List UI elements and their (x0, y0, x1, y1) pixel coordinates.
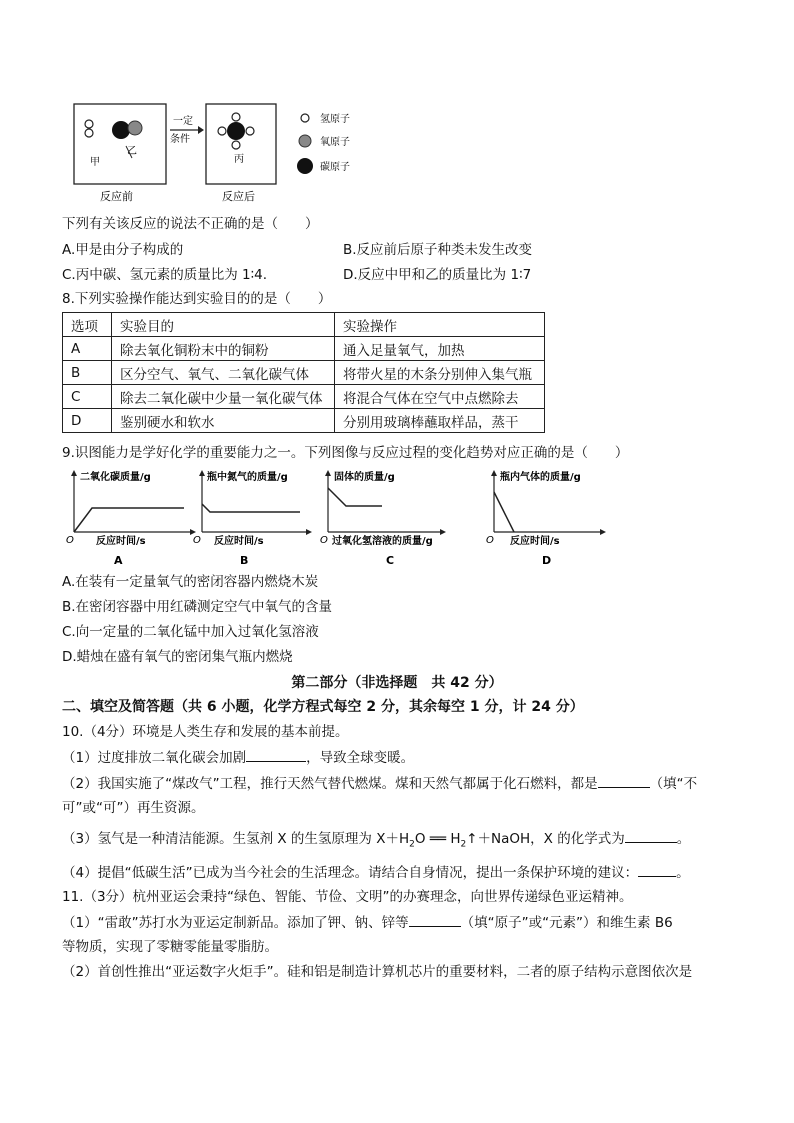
q7-option-c: C.丙中碳、氢元素的质量比为 1∶4. (62, 267, 267, 283)
table-row (63, 385, 545, 409)
answer-blank[interactable] (598, 773, 650, 788)
table-row (63, 337, 545, 361)
header-option: 选项 (63, 313, 112, 337)
graph-d-ylabel: 瓶内气体的质量/g (500, 472, 581, 483)
cell-option: A (63, 337, 112, 361)
q9-stem: 9.识图能力是学好化学的重要能力之一。下列图像与反应过程的变化趋势对应正确的是（ ） (62, 445, 629, 461)
section-heading: 二、填空及简答题（共 6 小题，化学方程式每空 2 分，其余每空 1 分，计 24 分） (62, 699, 584, 715)
cell-operation: 将带火星的木条分别伸入集气瓶 (335, 361, 545, 385)
header-operation: 实验操作 (335, 313, 545, 337)
legend-carbon: 碳原子 (320, 162, 350, 173)
graph-c-origin: O (320, 535, 328, 546)
q11-sub1-cont: 等物质，实现了零糖零能量零脂肪。 (62, 939, 278, 955)
cell-operation: 分别用玻璃棒蘸取样品，蒸干 (335, 409, 545, 433)
carbon-legend-icon (297, 158, 313, 174)
q11-stem: 11.（3分）杭州亚运会秉持“绿色、智能、节俭、文明”的办赛理念，向世界传递绿色亚运精神。 (62, 889, 633, 905)
cell-purpose: 鉴别硬水和软水 (112, 409, 335, 433)
graph-d-tag: D (542, 554, 552, 567)
label-after: 反应后 (222, 190, 255, 203)
graph-c-curve (328, 488, 382, 506)
q10-sub1: （1）过度排放二氧化碳会加剧 ，导致全球变暖。 (62, 747, 414, 768)
graph-b-xlabel: 反应时间/s (214, 536, 264, 547)
cell-option: C (63, 385, 112, 409)
header-purpose: 实验目的 (112, 313, 335, 337)
label-jia: 甲 (90, 157, 100, 168)
legend-oxygen: 氧原子 (320, 137, 350, 148)
graph-d-origin: O (486, 535, 494, 546)
table-header-row (63, 313, 545, 337)
q9-option-d: D.蜡烛在盛有氧气的密闭集气瓶内燃烧 (62, 649, 293, 665)
q11-sub1: （1）“雷敢”苏打水为亚运定制新品。添加了钾、钠、锌等 （填“原子”或“元素”）和维生素 B6 (62, 912, 673, 933)
q7-option-b: B.反应前后原子种类未发生改变 (343, 242, 533, 258)
legend-hydrogen: 氢原子 (320, 114, 350, 125)
q7-stem: 下列有关该反应的说法不正确的是（ ） (62, 216, 319, 232)
graph-a-xlabel: 反应时间/s (96, 536, 146, 547)
oxygen-legend-icon (299, 135, 311, 147)
q7-option-d: D.反应中甲和乙的质量比为 1∶7 (343, 267, 532, 283)
q9-option-a: A.在装有一定量氧气的密闭容器内燃烧木炭 (62, 574, 319, 590)
part2-title: 第二部分（非选择题 共 42 分） (291, 675, 503, 691)
graph-d (486, 470, 606, 567)
table-row (63, 409, 545, 433)
label-yi: 乙 (127, 146, 137, 157)
graph-b (193, 470, 312, 567)
graph-a-origin: O (66, 535, 74, 546)
answer-blank[interactable] (638, 862, 676, 877)
cell-purpose: 除去氧化铜粉末中的铜粉 (112, 337, 335, 361)
label-before: 反应前 (100, 190, 133, 203)
graph-b-origin: O (193, 535, 201, 546)
cell-option: D (63, 409, 112, 433)
cell-purpose: 区分空气、氧气、二氧化碳气体 (112, 361, 335, 385)
cell-option: B (63, 361, 112, 385)
cell-operation: 将混合气体在空气中点燃除去 (335, 385, 545, 409)
label-bing: 丙 (234, 154, 244, 165)
table-row (63, 361, 545, 385)
cell-purpose: 除去二氧化碳中少量一氧化碳气体 (112, 385, 335, 409)
q10-sub4: （4）提倡“低碳生活”已成为当今社会的生活理念。请结合自身情况，提出一条保护环境的建议： 。 (62, 862, 690, 883)
reaction-diagram (70, 100, 380, 204)
q11-sub2: （2）首创性推出“亚运数字火炬手”。硅和铝是制造计算机芯片的重要材料，二者的原子结构示意图依次是 (62, 964, 693, 980)
arrow-bottom-text: 条件 (170, 134, 190, 145)
answer-blank[interactable] (409, 912, 461, 927)
q9-graphs (62, 466, 622, 570)
molecule-jia (85, 120, 93, 137)
graph-a-ylabel: 二氧化碳质量/g (80, 472, 151, 483)
q9-option-c: C.向一定量的二氧化锰中加入过氧化氢溶液 (62, 624, 319, 640)
graph-d-xlabel: 反应时间/s (510, 536, 560, 547)
q10-sub2-cont: 可”或“可”）再生资源。 (62, 800, 205, 816)
q9-option-b: B.在密闭容器中用红磷测定空气中氧气的含量 (62, 599, 333, 615)
answer-blank[interactable] (246, 747, 306, 762)
molecule-yi (112, 121, 142, 139)
cell-operation: 通入足量氧气，加热 (335, 337, 545, 361)
answer-blank[interactable] (625, 828, 677, 843)
hydrogen-legend-icon (301, 114, 309, 122)
graph-a (66, 470, 196, 567)
graph-a-curve (74, 508, 184, 532)
q8-table (62, 312, 545, 433)
q10-sub3: （3）氢气是一种清洁能源。生氢剂 X 的生氢原理为 $X+H_2O$ ══ $H_2↑+NaOH$，X 的化学式为 。 (62, 828, 690, 855)
graph-b-curve (202, 504, 300, 512)
arrow-top-text: 一定 (173, 116, 193, 127)
molecule-bing (218, 113, 254, 149)
graph-c-tag: C (386, 554, 395, 567)
graph-c-ylabel: 固体的质量/g (334, 472, 395, 483)
q8-stem: 8.下列实验操作能达到实验目的的是（ ） (62, 291, 332, 307)
q7-option-a: A.甲是由分子构成的 (62, 242, 184, 258)
q10-sub2: （2）我国实施了“煤改气”工程，推行天然气替代燃煤。煤和天然气都属于化石燃料，都是 （填“不 (62, 773, 697, 794)
graph-b-tag: B (240, 554, 249, 567)
graph-d-curve (494, 492, 514, 532)
after-box (206, 104, 276, 184)
before-box (74, 104, 166, 184)
graph-a-tag: A (114, 554, 123, 567)
graph-b-ylabel: 瓶中氮气的质量/g (207, 472, 288, 483)
q10-stem: 10.（4分）环境是人类生存和发展的基本前提。 (62, 724, 349, 740)
graph-c (320, 470, 446, 567)
graph-c-xlabel: 过氧化氢溶液的质量/g (332, 536, 433, 547)
